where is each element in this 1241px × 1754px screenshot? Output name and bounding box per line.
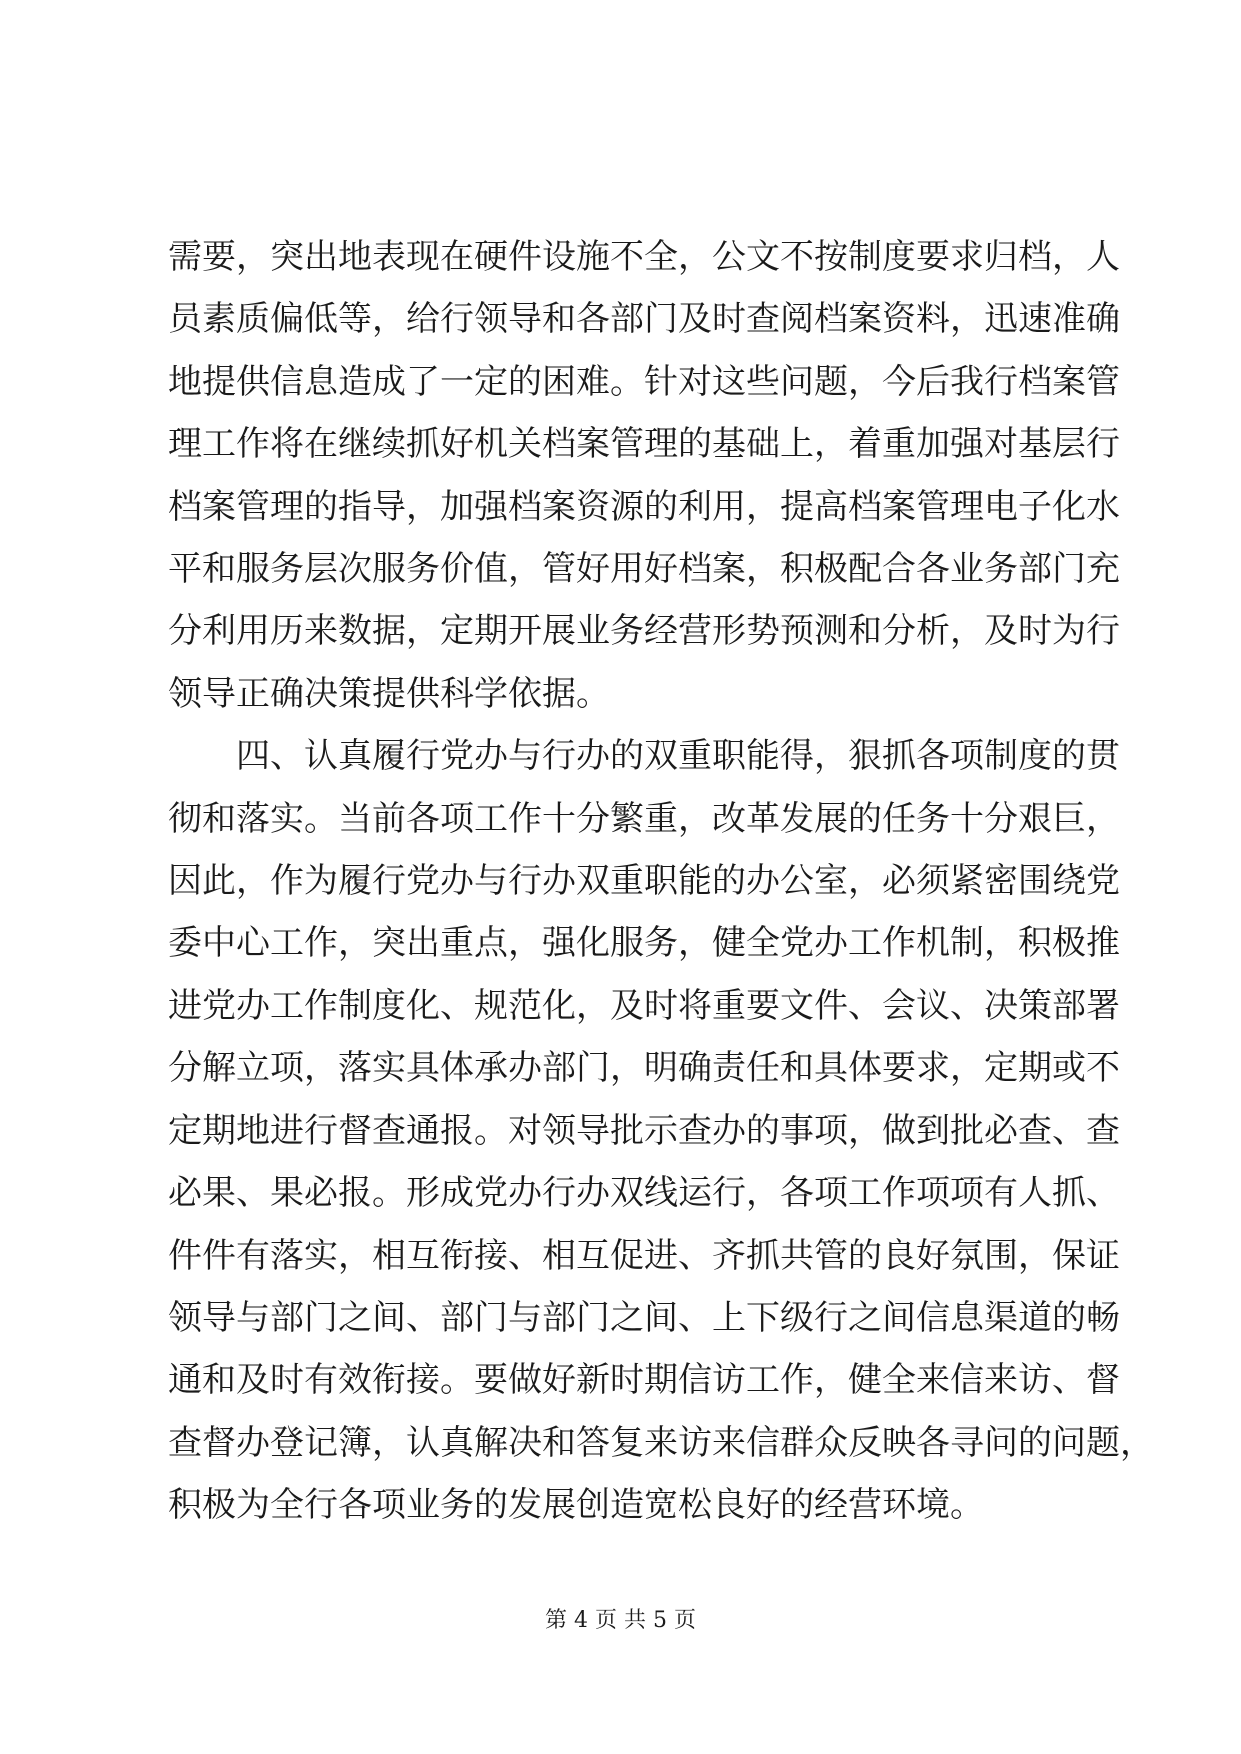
paragraph-1-line-6: 平和服务层次服务价值，管好用好档案，积极配合各业务部门充 [168,549,1120,590]
page-number-footer: 第 4 页 共 5 页 [545,1608,696,1633]
document-body [168,226,1154,1537]
paragraph-2-line-8: 必果、果必报。形成党办行办双线运行，各项工作项项有人抓、 [168,1173,1120,1214]
paragraph-1-line-4: 理工作将在继续抓好机关档案管理的基础上，着重加强对基层行 [168,424,1120,465]
paragraph-1-line-7: 分利用历来数据，定期开展业务经营形势预测和分析，及时为行 [168,611,1120,652]
paragraph-2-line-3: 因此，作为履行党办与行办双重职能的办公室，必须紧密围绕党 [168,861,1120,902]
paragraph-1-line-5: 档案管理的指导，加强档案资源的利用，提高档案管理电子化水 [168,486,1120,527]
paragraph-2-line-4: 委中心工作，突出重点，强化服务，健全党办工作机制，积极推 [168,923,1120,964]
paragraph-2-line-7: 定期地进行督查通报。对领导批示查办的事项，做到批必查、查 [168,1110,1120,1151]
paragraph-1-line-3: 地提供信息造成了一定的困难。针对这些问题，今后我行档案管 [168,361,1120,402]
paragraph-2-line-1: 四、认真履行党办与行办的双重职能得，狠抓各项制度的贯 [236,736,1120,777]
paragraph-1-line-2: 员素质偏低等，给行领导和各部门及时查阅档案资料，迅速准确 [168,299,1120,340]
paragraph-2-line-9: 件件有落实，相互衔接、相互促进、齐抓共管的良好氛围，保证 [168,1235,1120,1276]
paragraph-2-line-10: 领导与部门之间、部门与部门之间、上下级行之间信息渠道的畅 [168,1297,1120,1338]
paragraph-2-line-11: 通和及时有效衔接。要做好新时期信访工作，健全来信来访、督 [168,1360,1120,1401]
paragraph-1-line-1: 需要，突出地表现在硬件设施不全，公文不按制度要求归档，人 [168,237,1120,277]
paragraph-2-line-5: 进党办工作制度化、规范化，及时将重要文件、会议、决策部署 [168,985,1120,1026]
paragraph-2-line-2: 彻和落实。当前各项工作十分繁重，改革发展的任务十分艰巨， [168,798,1120,839]
paragraph-2-line-13: 积极为全行各项业务的发展创造宽松良好的经营环境。 [168,1485,984,1526]
paragraph-2-line-12: 查督办登记簿，认真解决和答复来访来信群众反映各寻问的问题， [168,1422,1154,1463]
paragraph-2-line-6: 分解立项，落实具体承办部门，明确责任和具体要求，定期或不 [168,1048,1120,1089]
paragraph-1-line-8: 领导正确决策提供科学依据。 [168,673,610,714]
